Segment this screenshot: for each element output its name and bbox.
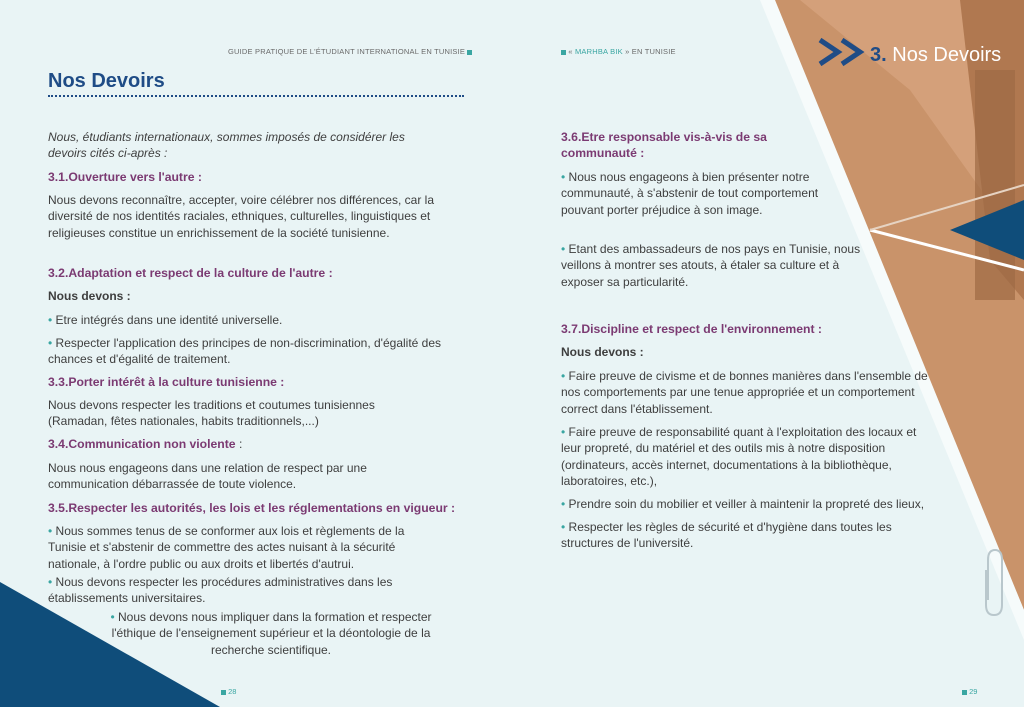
section-3-6-bullet-1 — [561, 169, 831, 218]
bullet-icon: • — [561, 242, 566, 256]
bullet-icon: • — [48, 336, 53, 350]
section-3-6-bullet-2 — [561, 241, 871, 290]
chapter-number: 3. — [870, 44, 887, 66]
section-3-7-bullet-4-text: Respecter les règles de sécurité et d'hygiène dans toutes les structures de l'université. — [561, 520, 892, 551]
section-3-6-bullet-2-text: Etant des ambassadeurs de nos pays en Tunisie, nous veillons à montrer ses atouts, à étaler sa culture et à exposer sa particularité. — [561, 242, 861, 289]
section-3-5-bullet-1-text: Nous sommes tenus de se conformer aux lois et règlements de la Tunisie et s'abstenir de commettre des actes nuisant à la sécurité nationale, à l'ordre public ou aux droits et libertés d'autrui. — [48, 524, 405, 571]
section-3-6-bullet-1-text: Nous nous engageons à bien présenter notre communauté, à s'abstenir de tout comportement pouvant porter préjudice à son image. — [561, 170, 819, 217]
bullet-icon: • — [561, 369, 566, 383]
section-3-4-title-suffix: : — [235, 437, 243, 451]
bullet-icon: • — [48, 313, 53, 327]
section-3-5-bullet-3 — [90, 609, 452, 658]
section-3-7-bullet-1-text: Faire preuve de civisme et de bonnes manières dans l'ensemble de nos comportements par une tenue appropriée et un comportement correct dans l'établissement. — [561, 369, 928, 416]
section-3-2-bullet-2-text: Respecter l'application des principes de non-discrimination, d'égalité des chances et d'égalité de traitement. — [48, 336, 442, 367]
section-3-7-bullet-3-text: Prendre soin du mobilier et veiller à maintenir la propreté des lieux, — [568, 497, 925, 511]
header-right-suffix: » EN TUNISIE — [622, 47, 676, 56]
section-3-4-body: Nous nous engageons dans une relation de respect par une communication débarrassée de toute violence. — [48, 461, 367, 492]
square-bullet-icon — [467, 50, 472, 55]
running-header-left-text: GUIDE PRATIQUE DE L'ÉTUDIANT INTERNATIONAL EN TUNISIE — [228, 47, 466, 56]
section-3-2-title: 3.2.Adaptation et respect de la culture de l'autre : — [48, 266, 333, 280]
page-title: Nos Devoirs — [48, 70, 165, 92]
section-3-1-title: 3.1.Ouverture vers l'autre : — [48, 170, 202, 184]
section-3-5-bullet-3-text: Nous devons nous impliquer dans la formation et respecter l'éthique de l'enseignement supérieur et la déontologie de la recherche scientifique. — [111, 610, 432, 657]
page-number-left-text: 28 — [228, 687, 237, 696]
header-right-prefix: « — [568, 47, 575, 56]
running-header-left — [228, 47, 472, 56]
square-bullet-icon — [561, 50, 566, 55]
section-3-7-bullet-4 — [561, 519, 931, 552]
section-3-7-bullet-3 — [561, 496, 971, 512]
section-3-7-subtitle: Nous devons : — [561, 345, 644, 359]
section-3-7-bullet-2-text: Faire preuve de responsabilité quant à l'exploitation des locaux et leur propreté, du matériel et des outils mis à notre disposition (ordinateurs, accès internet, documentations à la bibliothèque, laboratoires, etc.), — [561, 425, 917, 489]
bullet-icon: • — [561, 170, 566, 184]
page-number-right-text: 29 — [969, 687, 978, 696]
section-3-3-title: 3.3.Porter intérêt à la culture tunisienne : — [48, 375, 285, 389]
section-3-2-bullet-1 — [48, 312, 448, 328]
section-3-5-bullet-2 — [48, 574, 428, 607]
chapter-label: Nos Devoirs — [892, 44, 1002, 66]
section-3-1-body: Nous devons reconnaître, accepter, voire célébrer nos différences, car la diversité de nos identités raciales, ethniques, culturelles, linguistiques et religieuses constitue un enrichissement de la société tunisienne. — [48, 193, 434, 240]
title-dotted-rule — [48, 95, 464, 97]
square-bullet-icon — [221, 690, 226, 695]
header-right-brand: MARHBA BIK — [574, 47, 623, 56]
section-3-4-title-text: 3.4.Communication non violente — [48, 437, 236, 451]
section-3-6-title: 3.6.Etre responsable vis-à-vis de sa communauté : — [561, 130, 767, 160]
intro-paragraph: Nous, étudiants internationaux, sommes imposés de considérer les devoirs cités ci-après : — [48, 130, 405, 161]
section-3-7-title: 3.7.Discipline et respect de l'environnement : — [561, 322, 822, 336]
bullet-icon: • — [48, 524, 53, 538]
bullet-icon: • — [561, 497, 566, 511]
bullet-icon: • — [561, 520, 566, 534]
section-3-5-title: 3.5.Respecter les autorités, les lois et les réglementations en vigueur : — [48, 501, 456, 515]
chapter-tab-title — [870, 44, 1001, 67]
page-number-left — [221, 687, 236, 696]
page-number-right — [962, 687, 977, 696]
section-3-5-bullet-2-text: Nous devons respecter les procédures administratives dans les établissements universitaires. — [48, 575, 393, 606]
section-3-5-bullet-1 — [48, 523, 438, 572]
section-3-7-bullet-2 — [561, 424, 936, 490]
section-3-2-bullet-2 — [48, 335, 452, 368]
bullet-icon: • — [110, 610, 115, 624]
section-3-2-bullet-1-text: Etre intégrés dans une identité universelle. — [55, 313, 283, 327]
chevron-double-right-icon — [816, 36, 870, 68]
section-3-3-body: Nous devons respecter les traditions et coutumes tunisiennes (Ramadan, fêtes nationales, habits traditionnels,...) — [48, 398, 375, 429]
section-3-2-subtitle: Nous devons : — [48, 289, 131, 303]
bullet-icon: • — [48, 575, 53, 589]
section-3-7-bullet-1 — [561, 368, 936, 417]
bullet-icon: • — [561, 425, 566, 439]
running-header-right — [561, 47, 676, 56]
section-3-4-title — [48, 436, 242, 452]
square-bullet-icon — [962, 690, 967, 695]
